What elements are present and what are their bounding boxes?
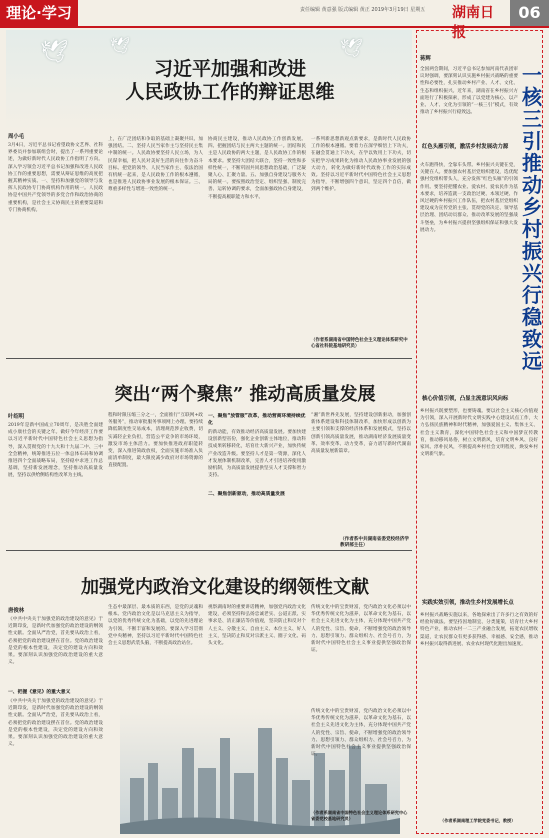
article-2-subhead-2: 二、聚焦创新驱动，推动高质量发展	[208, 492, 285, 497]
feature-subhead-1: 红色头雁引领，激活乡村发展动力源	[422, 144, 509, 150]
article-1-title-line1: 习近平加强和改进	[153, 58, 306, 80]
article-3-col-4: 传统文化中的宝贵财富，党内政治文化必须以中华优秀传统文化为滋养，以革命文化为基石，以社会主义先进文化为主体，充分体现中国共产党人的党性、宗旨、使命，不断增强党的政治领导力、思想引领力、群众组织力、社会号召力，为新时代中国特色社会主义事业提供坚强政治保证。	[311, 605, 411, 654]
article-2-col-3: 的新动能，有效推动经济高质量发展。要加快建设创新型省份，强化企业创新主体地位，推动科技成果转移转化，培育壮大新兴产业，加快传统产业改造升级。要坚持人才是第一资源，深化人才发展体制机制改革，完善人才引进培养使用激励机制，为高质量发展提供坚实人才支撑和智力支持。	[208, 430, 306, 479]
page-number: 06	[510, 0, 549, 26]
divider	[6, 550, 412, 551]
edition-meta: 责任编辑 黄意强 版式编辑 黄正 2019年3月19日 星期五	[300, 7, 426, 13]
article-3-col-3: 视察湖南时的重要讲话精神，加强党内政治文化建设，必须坚持和弘扬忠诚老实、公道正派、实事求是、清正廉洁等价值观，坚决防止和反对个人主义、分散主义、自由主义、本位主义、好人主义，坚决防止和反对宗派主义、圈子文化、码头文化。	[208, 605, 306, 647]
article-3-col-1: 《中共中央关于加强党的政治建设的意见》于近期印发，是新时代加强党的政治建设的纲领性文献。全面从严治党，首先要从政治上看，必须把党的政治建设摆在首位。党的政治建设是党的根本性建设，决定党的建设方向和效果。要深刻认识加强党的政治建设的重大意义。	[8, 617, 103, 666]
article-1-title	[80, 58, 380, 104]
feature-author: 蒋辉	[420, 56, 431, 62]
article-1-note: （作者系湖南省中国特色社会主义理论体系研究中心省社科院基地研究员）	[311, 338, 408, 349]
feature-note: （作者系湖南理工学院党委书记，教授）	[440, 818, 516, 823]
dove-icon: 🕊	[110, 36, 131, 55]
article-3-title: 加强党内政治文化建设的纲领性文献	[81, 577, 369, 598]
dove-icon: 🕊	[340, 38, 363, 59]
article-2-note: （作者系中共湖南省委党校经济学教研部主任）	[340, 537, 409, 548]
article-2-col-2: 程和时限压缩三分之一，全面推行“互联网+政务服务”，推动审批服务事项网上办理。要持续降低制度性交易成本，清理规范涉企收费，切实减轻企业负担，营造公平竞争的市场环境，激发市场主体活力。要加快推进政府职能转变，深入推进简政放权，全面实施市场准入负面清单制度，最大限度减少政府对市场资源的直接配置。	[108, 413, 203, 469]
article-3-author: 唐俊林	[8, 608, 25, 614]
article-1-col-1: 3月4日，习近平总书记看望政协文艺界、社科界委员并参加联组会时，提出了一系列重要论述，为做好新时代人民政协工作指明了方向。深入学习领会习近平总书记加强和改进人民政协工作的重要思想，需要从辩证思维的高度把握其精神实质。一、坚持和加强党的领导与发挥人民政协专门协商机构作用的统一。人民政协是中国共产党领导的多党合作和政治协商的重要机构，是社会主义协商民主的重要渠道和专门协商机构。	[8, 143, 103, 213]
article-2-subhead-1: 一、聚焦“放管服”改革，推动营商环境持续优化	[208, 414, 306, 426]
article-2-col-1: 2019年是新中国成立70周年，是决胜全面建成小康社会的关键之年。做好今年经济工作要以习近平新时代中国特色社会主义思想为指导，深入贯彻党的十九大和十九届二中、三中全会精神，统筹推进五位一体总体布局和协调推进四个全面战略布局，坚持稳中求进工作总基调，坚持新发展理念，坚持推动高质量发展，坚持以供给侧结构性改革为主线。	[8, 423, 103, 479]
article-1-col-2: 上，在广泛团结和争取的基础上凝聚共识、加强团结。二、坚持人民当家作主与坚持民主集中制的统一。人民政协要坚持人民立场，为人民谋幸福，把人民对美好生活的向往作为奋斗目标。把党的领导、人民当家作主、依法治国有机统一起来，是人民政协工作的根本遵循，也是推进人民政协事业发展的根本保证。三、尊重多样性与增进一致性的统一。	[108, 137, 203, 193]
feature-subhead-2: 核心价值引领，凸显主流意识风向标	[422, 396, 509, 402]
feature-body-2: 乡村振兴既要塑形，也要铸魂。要以社会主义核心价值观为引领，深入开展新时代文明实践中心建设试点工作，大力弘扬民族精神和时代精神，加强爱国主义、集体主义、社会主义教育，深化中国特色社会主义和中国梦宣传教育，推动移风易俗，树立文明新风，培育文明乡风、良好家风、淳朴民风，不断提高乡村社会文明程度，焕发乡村文明新气象。	[420, 409, 538, 458]
feature-intro: 全国两会期间，习近平总书记参加河南代表团审议时强调，要深刻认识实施乡村振兴战略的重要性和必要性，扎实推动乡村产业、人才、文化、生态和组织振兴。近年来，湖南省在乡村振兴方面进行了积极探索，形成了以党建为核心、以产业、人才、文化为引领的“一核三引”模式，有效推动了乡村振兴行稳致远。	[420, 67, 518, 116]
dove-icon: 🕊	[40, 40, 68, 65]
article-1-col-4: 一系列新思想新观点新要求，是新时代人民政协工作的根本遵循。要着力在深学细悟上下功夫，在融会贯通上下功夫，在学以致用上下功夫，切实把学习成果转化为推动人民政协事业发展的强大动力，转化为做好新时代政协工作的实际成效。坚持以习近平新时代中国特色社会主义思想为指导，不断增强四个意识，坚定四个自信，做到两个维护。	[311, 137, 411, 193]
section-title: 理论·学习	[0, 0, 78, 26]
article-3-note: （作者系湖南省中国特色社会主义理论体系研究中心省委党校基地研究员）	[311, 810, 408, 821]
divider	[6, 358, 412, 359]
article-1-author: 周小毛	[8, 134, 25, 140]
feature-subhead-3: 实践实效引领，推动生乡村发展增长点	[422, 600, 514, 606]
article-1-col-3: 协商民主建设，推动人民政协工作创新发展。四、把握团结与民主两大主题的统一。团结和民主是人民政协的两大主题，是人民政协工作的根本要求。要坚持大团结大联合，坚持一致性和多样性统一，不断巩固共同思想政治基础，广泛凝聚人心、汇聚力量。五、加强自身建设与服务大局的统一。要按照政治坚定、组织坚强、制度完善、运转协调的要求，全面加强政协自身建设，不断提高履职能力和水平。	[208, 137, 306, 200]
article-1-title-line2: 人民政协工作的辩证思维	[125, 81, 335, 103]
article-2-author: 叶绍明	[8, 414, 25, 420]
article-2-col-4: “湘”新世界先发展，坚持建设创新驱动，加强创新体系建设和科技体制改革，加快形成以创新为主要引领和支撑的经济体系和发展模式，坚持以创新引领高质量发展，推动湖南经济发展质量变革、效率变革、动力变革，奋力谱写新时代湖南高质量发展新篇章。	[311, 413, 411, 455]
article-3-col-1b: 《中共中央关于加强党的政治建设的意见》于近期印发，是新时代加强党的政治建设的纲领性文献。全面从严治党，首先要从政治上看，必须把党的政治建设摆在首位。党的政治建设是党的根本性建设，决定党的建设方向和效果。要深刻认识加强党的政治建设的重大意义。	[8, 699, 103, 748]
masthead-logo: 湖南日报	[452, 5, 494, 41]
article-3-col-2: 生态中最深层、最本质的东西，是党的灵魂和根本。党内政治文化是以马克思主义为指导，以党的优秀传统文化为基础，以党的先进理论为引领，不断丰富和发展的。要深入学习贯彻党中央精神，坚持以习近平新时代中国特色社会主义思想武装头脑，不断提高政治站位。	[108, 605, 203, 647]
feature-body-3: 乡村振兴战略实施以来，各地探索出了许多行之有效的好经验好做法。要坚持因地制宜、分类施策，培育壮大乡村特色产业，推动农村一二三产业融合发展，拓宽农民增收渠道，让农民群众有更多获得感、幸福感、安全感，推动乡村振兴取得新进展、农业农村现代化跑出加速度。	[420, 613, 538, 647]
feature-title: 一核三引推动乡村振兴行稳致远	[522, 63, 542, 373]
article-3-col-4b: 传统文化中的宝贵财富，党内政治文化必须以中华优秀传统文化为滋养，以革命文化为基石，以社会主义先进文化为主体，充分体现中国共产党人的党性、宗旨、使命，不断增强党的政治领导力、思想引领力、群众组织力、社会号召力，为新时代中国特色社会主义事业提供坚强政治保证。	[311, 709, 411, 758]
article-2-title: 突出“两个聚焦” 推动高质量发展	[114, 384, 376, 405]
feature-body-1: 火车跑得快，全靠车头带。乡村振兴关键在党，关键在人。要加强农村基层党组织建设，选优配强村党组织带头人，充分发挥“红色头雁”的引领作用。要坚持把懂农业、爱农村、爱农民作为基本要求，培养造就一支政治过硬、本领过硬、作风过硬的乡村振兴工作队伍，把农村基层党组织建设成为宣传党的主张、贯彻党的决定、领导基层治理、团结动员群众、推动改革发展的坚强战斗堡垒，为乡村振兴提供坚强组织保证和强大发展动力。	[420, 163, 518, 233]
article-3-subhead-1: 一、把握《意见》的重大意义	[8, 690, 71, 695]
